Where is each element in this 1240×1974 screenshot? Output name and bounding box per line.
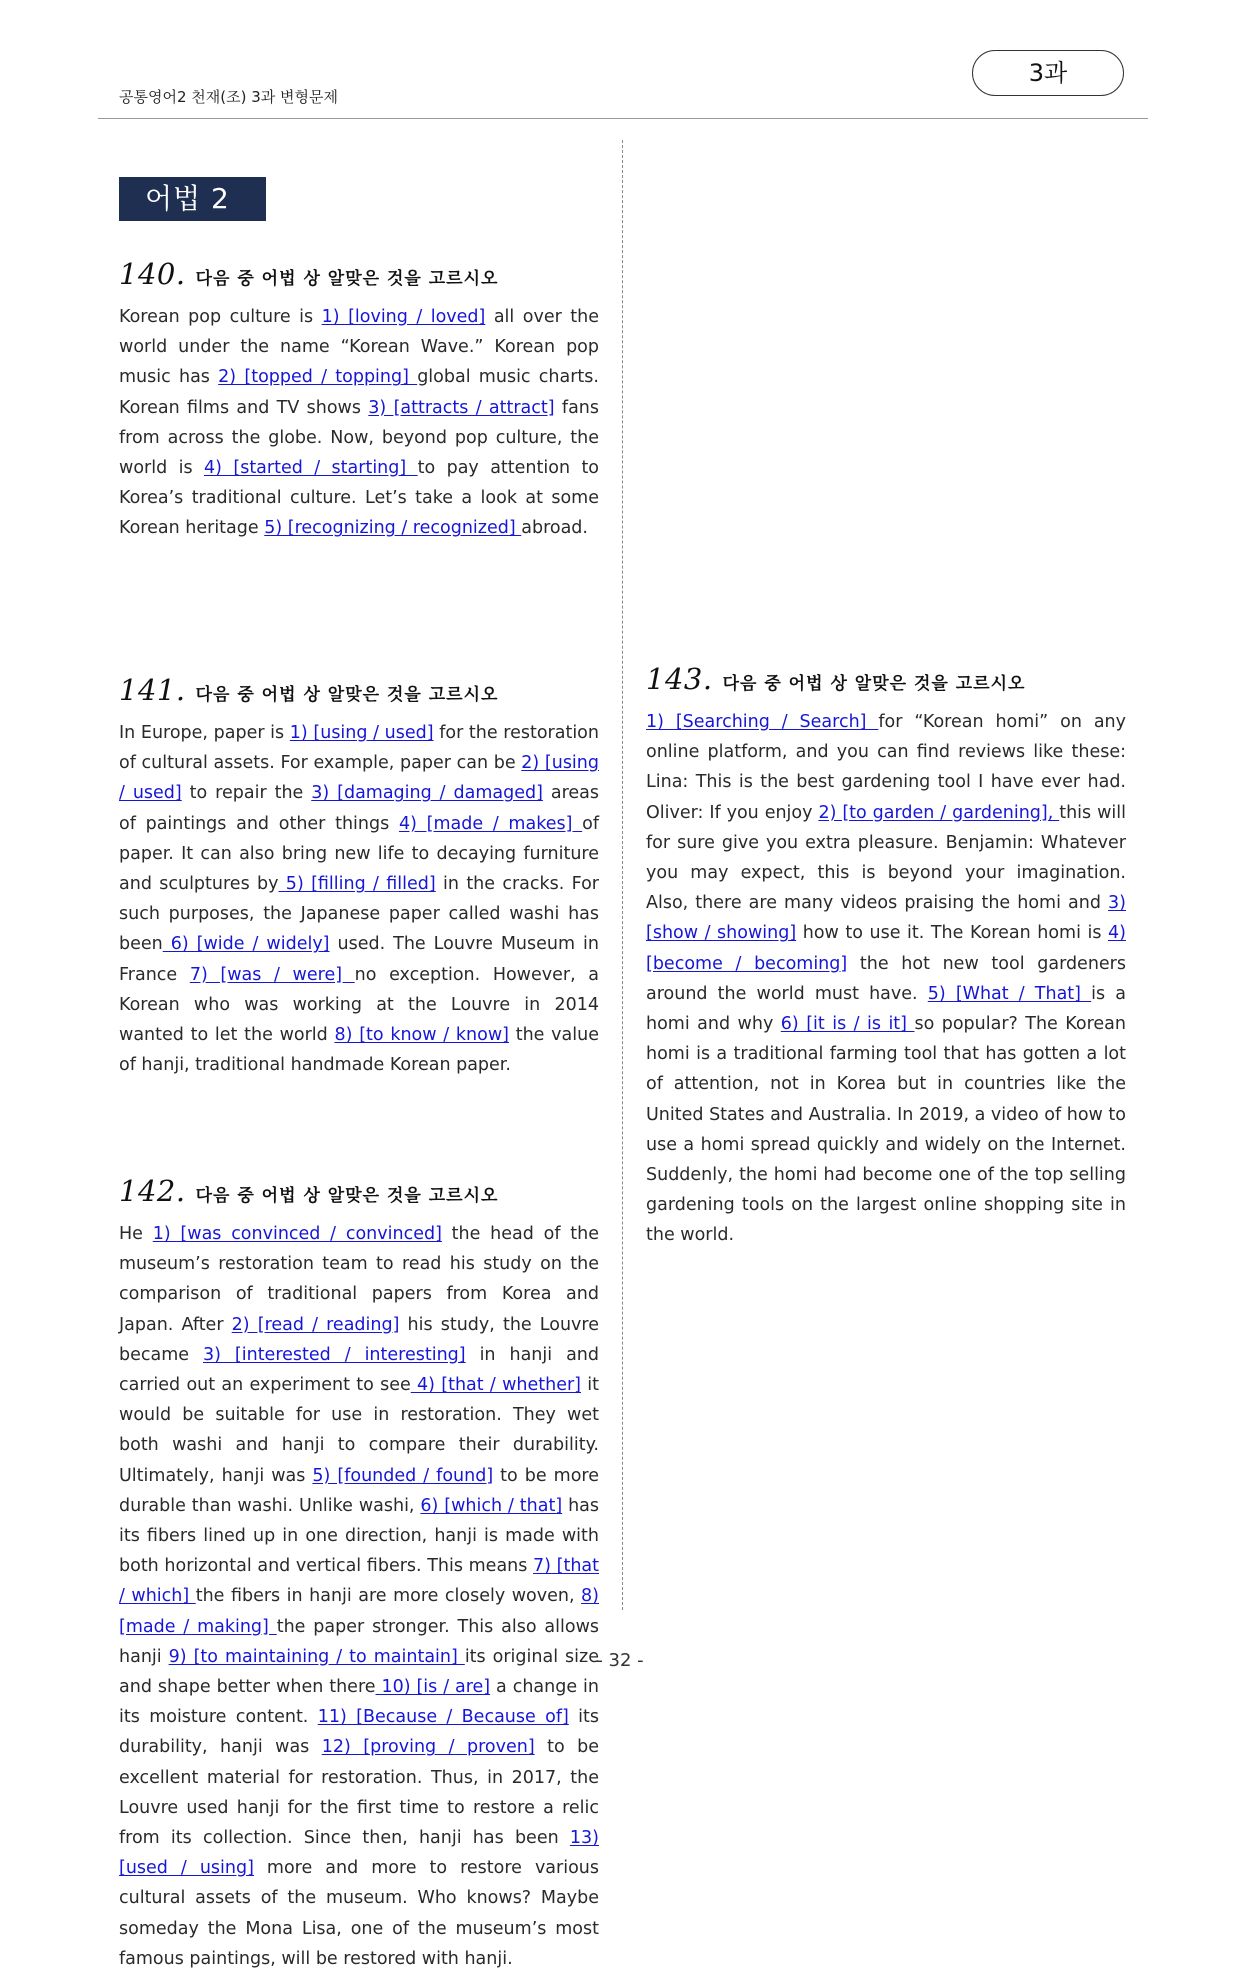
passage-text: to repair the <box>181 783 312 804</box>
answer-choice[interactable]: 4) [that / whether] <box>410 1375 581 1396</box>
passage-text: In Europe, paper is <box>119 723 290 743</box>
passage-text: the fibers in hanji are more closely woven, <box>195 1586 582 1607</box>
question-142-title <box>119 1174 498 1208</box>
question-number: 143. <box>646 662 713 696</box>
question-140-text <box>119 302 599 544</box>
header-rule <box>98 118 1148 119</box>
answer-choice[interactable]: 9) [to maintaining / to maintain] <box>168 1646 465 1667</box>
answer-choice[interactable]: 1) [loving / loved] <box>321 307 486 327</box>
passage-text: a change in its moisture content. <box>119 1677 599 1728</box>
passage-text: more and more to restore various cultural assets of the museum. Who knows? Maybe someday the Mona Lisa, one of the museum’s most famous paintings, will be restored with hanji. <box>119 1858 599 1969</box>
answer-choice[interactable]: 12) [proving / proven] <box>321 1737 535 1758</box>
passage-text: the head of the museum’s restoration team to read his study on the comparison of traditional papers from Korea and Japan. After <box>119 1224 599 1335</box>
answer-choice[interactable]: 5) [What / That] <box>927 983 1092 1004</box>
answer-choice[interactable]: 3) [attracts / attract] <box>368 397 555 418</box>
section-badge: 어법 2 <box>119 177 266 221</box>
passage-text: for the restoration of cultural assets. For example, paper can be <box>119 723 599 774</box>
passage-text: fans from across the globe. Now, beyond pop culture, the world is <box>119 397 600 479</box>
passage-text: its durability, hanji was <box>119 1707 600 1758</box>
answer-choice[interactable]: 8) [to know / know] <box>334 1025 509 1046</box>
question-instruction: 다음 중 어법 상 알맞은 것을 고르시오 <box>195 1186 499 1206</box>
answer-choice[interactable]: 8) [made / making] <box>119 1586 599 1637</box>
answer-choice[interactable]: 6) [it is / is it] <box>780 1014 915 1035</box>
question-instruction: 다음 중 어법 상 알맞은 것을 고르시오 <box>195 269 499 289</box>
question-141-title <box>119 673 498 707</box>
page-number: - 32 - <box>596 1650 644 1671</box>
answer-choice[interactable]: 2) [using / used] <box>119 753 599 804</box>
answer-choice[interactable]: 6) [wide / widely] <box>162 934 330 955</box>
question-143-title <box>646 662 1025 696</box>
passage-text: abroad. <box>521 518 588 539</box>
answer-choice[interactable]: 4) [made / makes] <box>398 813 583 834</box>
passage-text: in hanji and carried out an experiment to see <box>119 1344 599 1396</box>
question-number: 141. <box>119 673 186 707</box>
lesson-badge: 3과 <box>972 50 1124 96</box>
answer-choice[interactable]: 11) [Because / Because of] <box>317 1707 569 1728</box>
answer-choice[interactable]: 10) [is / are] <box>375 1677 491 1698</box>
passage-text: in the cracks. For such purposes, the Japanese paper called washi has been <box>119 874 599 955</box>
answer-choice[interactable]: 2) [topped / topping] <box>218 367 418 388</box>
passage-text: is a homi and why <box>646 983 1126 1035</box>
passage-text: to be excellent material for restoration. Thus, in 2017, the Louvre used hanji for the first time to restore a relic from its collection. Since then, hanji has been <box>119 1737 599 1849</box>
question-instruction: 다음 중 어법 상 알맞은 것을 고르시오 <box>195 685 499 705</box>
passage-text: its original size and shape better when there <box>119 1646 599 1698</box>
passage-text: of paper. It can also bring new life to decaying furniture and sculptures by <box>119 813 600 895</box>
answer-choice[interactable]: 2) [to garden / gardening], <box>818 802 1060 823</box>
passage-text: areas of paintings and other things <box>119 783 599 834</box>
answer-choice[interactable]: 2) [read / reading] <box>231 1314 400 1335</box>
answer-choice[interactable]: 4) [become / becoming] <box>646 923 1126 974</box>
question-number: 142. <box>119 1174 186 1208</box>
answer-choice[interactable]: 7) [was / were] <box>189 964 355 985</box>
answer-choice[interactable]: 1) [was convinced / convinced] <box>152 1224 442 1244</box>
question-142-text <box>119 1219 599 1974</box>
passage-text: no exception. However, a Korean who was working at the Louvre in 2014 wanted to let the world <box>119 964 599 1046</box>
answer-choice[interactable]: 5) [filling / filled] <box>278 874 436 895</box>
answer-choice[interactable]: 6) [which / that] <box>420 1495 563 1516</box>
answer-choice[interactable]: 13) [used / using] <box>119 1828 599 1879</box>
passage-text: the hot new tool gardeners around the world must have. <box>646 953 1126 1004</box>
passage-text: all over the world under the name “Korean Wave.” Korean pop music has <box>119 307 599 388</box>
passage-text: has its fibers lined up in one direction, hanji is made with both horizontal and vertical fibers. This means <box>119 1495 599 1577</box>
answer-choice[interactable]: 5) [founded / found] <box>312 1465 494 1486</box>
answer-choice[interactable]: 3) [show / showing] <box>646 893 1126 944</box>
passage-text: so popular? The Korean homi is a traditional farming tool that has gotten a lot of attention, not in Korea but in countries like the United States and Australia. In 2019, a video of how to use a homi spread quickly and widely on the Internet. Suddenly, the homi had become one of the top selling gardening tools on the largest online shopping site in the world. <box>646 1014 1126 1246</box>
column-divider <box>622 140 623 1610</box>
question-143-text <box>646 707 1126 1251</box>
question-number: 140. <box>119 257 186 291</box>
passage-text: Korean pop culture is <box>119 307 322 327</box>
answer-choice[interactable]: 1) [using / used] <box>289 723 434 743</box>
passage-text: it would be suitable for use in restoration. They wet both washi and hanji to compare their durability. Ultimately, hanji was <box>119 1375 599 1486</box>
question-141-text <box>119 718 599 1080</box>
question-140-title <box>119 257 498 291</box>
passage-text: the paper stronger. This also allows hanji <box>119 1616 599 1667</box>
passage-text: to be more durable than washi. Unlike washi, <box>119 1465 599 1516</box>
answer-choice[interactable]: 7) [that / which] <box>119 1556 600 1607</box>
answer-choice[interactable]: 4) [started / starting] <box>204 458 418 479</box>
answer-choice[interactable]: 3) [interested / interesting] <box>203 1344 466 1365</box>
passage-text: the value of hanji, traditional handmade Korean paper. <box>119 1025 599 1076</box>
answer-choice[interactable]: 1) [Searching / Search] <box>646 712 879 732</box>
passage-text: used. The Louvre Museum in France <box>119 934 599 985</box>
header-title: 공통영어2 천재(조) 3과 변형문제 <box>119 88 338 106</box>
passage-text: He <box>119 1224 153 1244</box>
passage-text: how to use it. The Korean homi is <box>796 923 1109 944</box>
answer-choice[interactable]: 3) [damaging / damaged] <box>311 783 543 804</box>
passage-text: global music charts. Korean films and TV shows <box>119 367 599 418</box>
passage-text: this will for sure give you extra pleasure. Benjamin: Whatever you may expect, this is beyond your imagination. Also, there are many videos praising the homi and <box>646 802 1126 914</box>
passage-text: for “Korean homi” on any online platform, and you can find reviews like these: Lina: This is the best gardening tool I have ever had. Oliver: If you enjoy <box>646 712 1126 823</box>
question-instruction: 다음 중 어법 상 알맞은 것을 고르시오 <box>722 674 1026 694</box>
answer-choice[interactable]: 5) [recognizing / recognized] <box>264 518 522 539</box>
passage-text: to pay attention to Korea’s traditional culture. Let’s take a look at some Korean heritage <box>119 458 600 539</box>
passage-text: his study, the Louvre became <box>119 1314 599 1365</box>
